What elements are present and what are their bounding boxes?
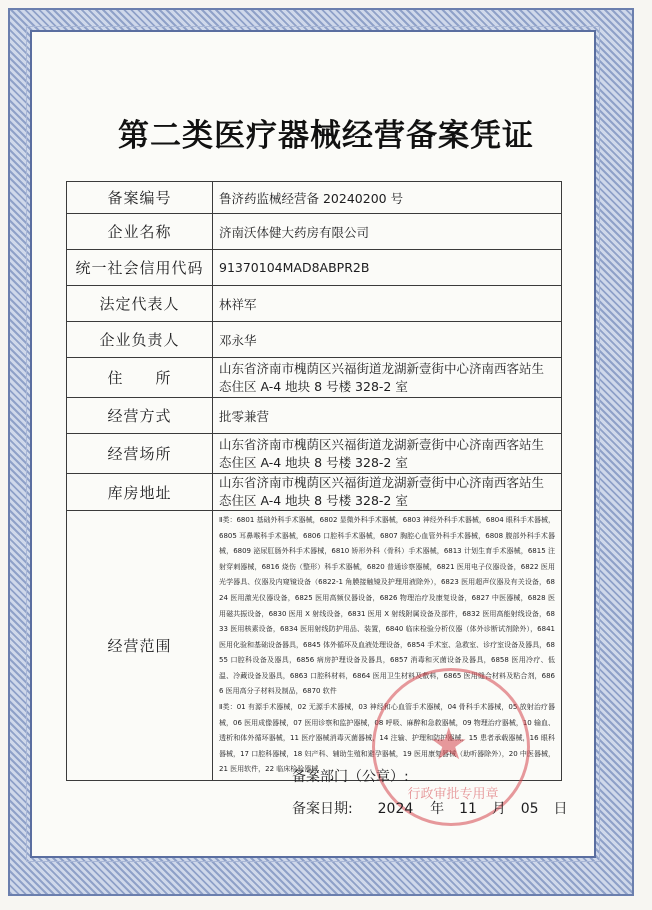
filing-day-unit: 日 [553,801,568,817]
filing-date [292,798,567,818]
label-company-name: 企业名称 [67,214,213,250]
filing-department: 备案部门（公章）: [292,769,409,785]
label-person-in-charge: 企业负责人 [67,322,213,358]
scope-paragraph-1: Ⅱ类：6801 基础外科手术器械，6802 显微外科手术器械，6803 神经外科手术器械，6804 眼科手术器械，6805 耳鼻喉科手术器械，6806 口腔科手术器械，6807 胸腔心血管外科手术器械，6808 腹部外科手术器械，6809 泌尿肛肠外科手术器械，6810 矫形外科（骨科）手术器械，6813 计划生育手术器械，6815 注射穿刺器械，6816 烧伤（整形）科手术器械，6820 普通诊察器械，6821 医用电子仪器设备，6822 医用光学器具、仪器及内窥镜设备（6822-1 角膜接触镜及护理用液除外），6823 医用超声仪器及有关设备，6824 医用激光仪器设备，6825 医用高频仪器设备，6826 物理治疗及康复设备，6827 中医器械，6828 医用磁共振设备，6830 医用 X 射线设备，6831 医用 X 射线附属设备及部件，6832 医用高能射线设备，6833 医用核素设备，6834 医用射线防护用品、装置，6840 临床检验分析仪器（体外诊断试剂除外），6841 医用化验和基础设备器具，6845 体外循环及血液处理设备，6854 手术室、急救室、诊疗室设备及器具，6855 口腔科设备及器具，6856 病房护理设备及器具，6857 消毒和灭菌设备及器具，6858 医用冷疗、低温、冷藏设备及器具，6863 口腔科材料，6864 医用卫生材料及敷料，6865 医用缝合材料及粘合剂，6866 医用高分子材料及制品，6870 软件 [219,515,555,696]
table-row [67,214,562,250]
label-filing-number: 备案编号 [67,182,213,214]
table-row [67,286,562,322]
table-row [67,474,562,511]
filing-year: 2024 [377,801,414,817]
filing-date-label: 备案日期: [292,801,353,817]
table-row [67,250,562,286]
table-row [67,182,562,214]
value-filing-number: 鲁济药监械经营备 20240200 号 [213,182,562,214]
label-business-premises: 经营场所 [67,434,213,474]
value-domicile: 山东省济南市槐荫区兴福街道龙湖新壹街中心济南西客站生态住区 A-4 地块 8 号楼 328-2 室 [213,358,562,398]
filing-year-unit: 年 [430,801,445,817]
filing-month-unit: 月 [491,801,506,817]
value-business-premises: 山东省济南市槐荫区兴福街道龙湖新壹街中心济南西客站生态住区 A-4 地块 8 号楼 328-2 室 [213,434,562,474]
filing-month: 11 [459,801,477,817]
label-business-mode: 经营方式 [67,398,213,434]
value-company-name: 济南沃体健大药房有限公司 [213,214,562,250]
seal-text: 行政审批专用章 [407,787,499,802]
value-credit-code: 91370104MAD8ABPR2B [213,250,562,286]
scope-paragraph-2: Ⅱ类：01 有源手术器械，02 无源手术器械，03 神经和心血管手术器械，04 骨科手术器械，05 放射治疗器械，06 医用成像器械，07 医用诊察和监护器械，08 呼吸、麻醉和急救器械，09 物理治疗器械，10 输血、透析和体外循环器械，11 医疗器械消毒灭菌器械，14 注输、护理和防护器械，15 患者承载器械，16 眼科器械，17 口腔科器械，18 妇产科、辅助生殖和避孕器械，19 医用康复器械（助听器除外），20 中医器械，21 医用软件，22 临床检验器械 [219,703,555,774]
table-row [67,434,562,474]
value-person-in-charge: 邓永华 [213,322,562,358]
seal-star-icon: ★ [429,719,469,770]
filing-day: 05 [520,801,539,817]
label-credit-code: 统一社会信用代码 [67,250,213,286]
table-row [67,358,562,398]
value-business-mode: 批零兼营 [213,398,562,434]
document-title: 第二类医疗器械经营备案凭证 [118,118,534,154]
label-domicile: 住 所 [67,358,213,398]
label-warehouse-address: 库房地址 [67,474,213,511]
table-row [67,322,562,358]
value-warehouse-address: 山东省济南市槐荫区兴福街道龙湖新壹街中心济南西客站生态住区 A-4 地块 8 号楼 328-2 室 [213,474,562,511]
label-legal-rep: 法定代表人 [67,286,213,322]
value-legal-rep: 林祥军 [213,286,562,322]
label-business-scope: 经营范围 [67,511,213,781]
table-row [67,398,562,434]
